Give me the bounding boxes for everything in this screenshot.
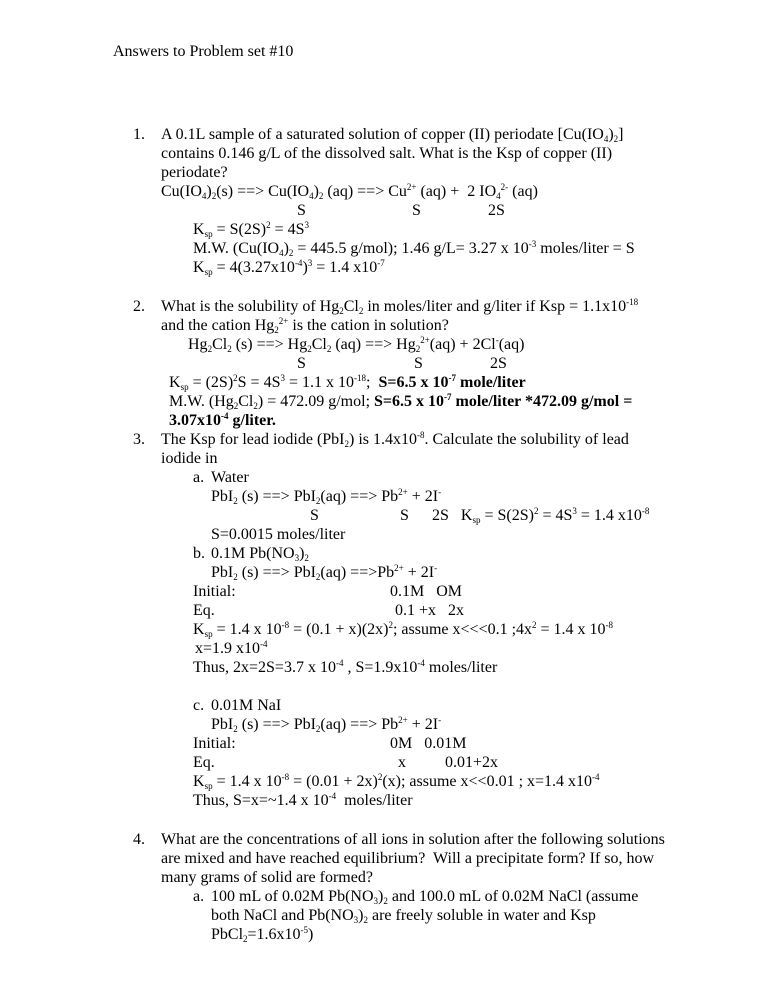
text-run: moles/liter = S: [536, 240, 635, 257]
text-run: 0.1M OM: [390, 583, 463, 600]
subscript: sp: [204, 781, 213, 791]
text-run: 0.1 +x 2x: [395, 602, 465, 619]
text-run: (s) ==> PbI: [237, 564, 316, 581]
text-run: S: [400, 507, 409, 524]
superscript: -7: [377, 258, 385, 268]
document-line: [193, 241, 635, 257]
text-run: 1.: [133, 126, 145, 143]
text-run: 0M 0.01M: [390, 735, 467, 752]
subscript: 3: [353, 915, 359, 925]
document-line: [161, 432, 629, 448]
bold-text: S=6.5 x 10: [378, 374, 449, 391]
text-run: ): [283, 240, 289, 257]
text-run: = S(2S): [480, 507, 534, 524]
document-line: [400, 508, 409, 524]
document-line: [211, 565, 437, 581]
document-line: [211, 927, 313, 943]
document-line: [193, 546, 205, 562]
document-line: [211, 908, 596, 924]
text-run: ): [206, 183, 212, 200]
text-run: ): [313, 183, 319, 200]
text-run: c.: [193, 697, 205, 714]
document-line: [297, 356, 306, 372]
text-run: = 445.5 g/mol); 1.46 g/L= 3.27 x 10: [293, 240, 529, 257]
document-line: [133, 832, 145, 848]
document-line: [195, 641, 268, 657]
text-run: = 1.4 x10: [312, 259, 378, 276]
superscript: 2: [533, 506, 539, 516]
text-run: = 1.4 x 10: [212, 621, 282, 638]
text-run: Cu(IO: [161, 183, 202, 200]
document-line: [211, 527, 345, 543]
text-run: PbI: [211, 716, 234, 733]
text-run: ) = 472.09 g/mol;: [257, 393, 375, 410]
text-run: 4.: [133, 831, 145, 848]
text-run: = 1.4 x 10: [212, 773, 282, 790]
text-run: Eq.: [193, 602, 215, 619]
subscript: 2: [315, 572, 321, 582]
document-line: [395, 603, 464, 619]
text-run: in moles/liter and g/liter if Ksp = 1.1x10: [363, 298, 627, 315]
subscript: 2: [613, 134, 619, 144]
superscript: -5: [300, 925, 309, 935]
document-line: [193, 470, 204, 486]
superscript: -4: [260, 639, 268, 649]
subscript: 2: [339, 306, 344, 316]
text-run: many grams of solid are formed?: [161, 869, 373, 886]
document-line: [169, 375, 526, 391]
text-run: (s) ==> Cu(IO: [216, 183, 310, 200]
text-run: = 1.1 x 10: [284, 374, 355, 391]
superscript: 2+: [398, 487, 408, 497]
subscript: 2: [233, 496, 238, 506]
text-run: Cl: [238, 393, 254, 410]
subscript: 2: [326, 344, 332, 354]
text-run: (aq) ==>Pb: [320, 564, 395, 581]
text-run: = 1.4 x10: [576, 507, 642, 524]
text-run: (x); assume x<<0.01 ; x=1.4 x10: [382, 773, 593, 790]
subscript: 3: [373, 896, 379, 906]
text-run: PbI: [211, 488, 234, 505]
subscript: sp: [472, 515, 481, 525]
text-run: Initial:: [193, 583, 236, 600]
text-run: ): [358, 907, 364, 924]
document-line: [390, 584, 462, 600]
subscript: 2: [243, 934, 248, 944]
text-run: x=1.9 x10: [195, 640, 261, 657]
superscript: -8: [641, 506, 650, 516]
document-line: [398, 755, 406, 771]
text-run: Cl: [212, 336, 228, 353]
superscript: 2+: [420, 335, 430, 345]
subscript: 2: [344, 439, 350, 449]
text-run: + 2I: [407, 488, 439, 505]
text-run: contains 0.146 g/L of the dissolved salt. What is the Ksp of copper (II): [161, 145, 613, 162]
text-run: (aq): [508, 183, 538, 200]
document-line: [161, 146, 612, 162]
document-line: [432, 508, 649, 524]
document-line: [161, 451, 217, 467]
bold-text: mole/liter: [455, 374, 526, 391]
text-run: , S=1.9x10: [343, 659, 418, 676]
text-run: = (2S): [188, 374, 234, 391]
document-line: [211, 717, 441, 733]
text-run: and the cation Hg: [161, 317, 275, 334]
superscript: -18: [354, 373, 367, 383]
text-run: = 4S: [270, 221, 305, 238]
subscript: 2: [233, 401, 239, 411]
text-run: 100 mL of 0.02M Pb(NO: [211, 888, 374, 905]
superscript: 2: [266, 220, 271, 230]
document-line: [161, 299, 638, 315]
text-run: (aq) ==> Pb: [320, 716, 399, 733]
superscript: 2+: [406, 182, 417, 192]
text-run: moles/liter: [424, 659, 498, 676]
text-run: 0.01M NaI: [211, 697, 282, 714]
subscript: sp: [204, 629, 213, 639]
text-run: Initial:: [193, 735, 236, 752]
subscript: 2: [315, 724, 321, 734]
text-run: S: [297, 202, 306, 219]
subscript: 2: [358, 306, 364, 316]
subscript: 4: [603, 134, 609, 144]
text-run: PbCl: [211, 926, 244, 943]
superscript: 2: [377, 772, 383, 782]
text-run: = 4(3.27x10: [212, 259, 295, 276]
text-run: ): [302, 259, 308, 276]
superscript: -8: [281, 772, 290, 782]
text-run: (s) ==> Hg: [231, 336, 308, 353]
text-run: (aq) ==> Pb: [320, 488, 399, 505]
superscript: -18: [626, 297, 639, 307]
text-run: = (0.01 + 2x): [289, 773, 378, 790]
text-run: 0.01+2x: [445, 754, 499, 771]
superscript: 2+: [398, 715, 408, 725]
text-run: ) is 1.4x10: [349, 431, 418, 448]
document-line: [412, 203, 421, 219]
text-run: K: [169, 374, 181, 391]
text-run: (s) ==> PbI: [237, 488, 316, 505]
document-line: [193, 889, 204, 905]
text-run: What are the concentrations of all ions in solution after the following solutions: [161, 831, 665, 848]
text-run: (aq) + 2 IO: [416, 183, 497, 200]
document-line: [133, 299, 145, 315]
subscript: 2: [274, 325, 279, 335]
document-line: [133, 127, 145, 143]
text-run: is the cation in solution?: [288, 317, 449, 334]
text-run: periodate?: [161, 164, 228, 181]
text-run: Hg: [188, 336, 208, 353]
text-run: PbI: [211, 564, 234, 581]
text-run: 2.: [133, 298, 145, 315]
document-line: [193, 584, 236, 600]
superscript: -4: [294, 258, 303, 268]
text-run: are freely soluble in water and Ksp: [367, 907, 596, 924]
text-run: 0.1M Pb(NO: [211, 545, 295, 562]
superscript: -7: [444, 392, 452, 402]
subscript: 2: [415, 344, 421, 354]
text-run: A 0.1L sample of a saturated solution of copper (II) periodate [Cu(IO: [161, 126, 604, 143]
text-run: = (0.1 + x)(2x): [289, 621, 389, 638]
superscript: 2+: [278, 316, 289, 326]
text-run: M.W. (Hg: [169, 393, 234, 410]
document-line: [193, 793, 413, 809]
superscript: 2-: [500, 182, 509, 192]
subscript: 2: [233, 572, 238, 582]
superscript: -4: [417, 658, 425, 668]
document-line: [488, 203, 505, 219]
superscript: -7: [448, 373, 456, 383]
document-line: [161, 165, 228, 181]
superscript: -: [495, 335, 499, 345]
subscript: 2: [383, 896, 388, 906]
text-run: Thus, S=x=~1.4 x 10: [193, 792, 329, 809]
text-run: ;: [366, 374, 379, 391]
bold-text: 3.07x10: [169, 412, 221, 429]
document-line: [193, 736, 236, 752]
text-run: = S(2S): [212, 221, 267, 238]
document-line: [211, 489, 441, 505]
text-run: K: [193, 221, 205, 238]
superscript: 3: [572, 506, 577, 516]
document-title: Answers to Problem set #10: [113, 43, 294, 60]
text-run: moles/liter: [336, 792, 413, 809]
subscript: 2: [207, 344, 213, 354]
text-run: S: [412, 202, 421, 219]
text-run: S: [414, 355, 423, 372]
bold-text: S=6.5 x 10: [374, 393, 445, 410]
text-run: (aq) ==> Hg: [331, 336, 416, 353]
superscript: -: [438, 487, 442, 497]
text-run: K: [193, 621, 205, 638]
superscript: -8: [417, 430, 425, 440]
text-run: ): [299, 545, 305, 562]
text-run: ): [308, 926, 314, 943]
document-line: [390, 736, 466, 752]
text-run: + 2I: [407, 716, 439, 733]
text-run: =1.6x10: [247, 926, 301, 943]
subscript: 2: [315, 496, 321, 506]
text-run: iodide in: [161, 450, 218, 467]
superscript: 2: [388, 620, 393, 630]
subscript: 2: [211, 191, 217, 201]
text-run: Thus, 2x=2S=3.7 x 10: [193, 659, 336, 676]
subscript: 4: [279, 248, 284, 258]
text-run: S=0.0015 moles/liter: [211, 526, 346, 543]
bold-text: g/liter.: [228, 412, 276, 429]
text-run: Cl: [343, 298, 359, 315]
subscript: 2: [304, 553, 309, 563]
text-run: 2S K: [432, 507, 473, 524]
subscript: 2: [227, 344, 232, 354]
document-line: [211, 698, 281, 714]
text-run: Water: [211, 469, 249, 486]
text-run: a.: [193, 888, 205, 905]
text-run: x: [398, 754, 406, 771]
superscript: -3: [528, 239, 537, 249]
text-run: K: [193, 773, 205, 790]
document-line: [193, 603, 215, 619]
text-run: = 1.4 x 10: [536, 621, 606, 638]
text-run: (s) ==> PbI: [237, 716, 316, 733]
subscript: 4: [496, 191, 501, 201]
document-line: [445, 755, 498, 771]
superscript: -8: [605, 620, 614, 630]
superscript: -4: [335, 658, 344, 668]
document-line: [161, 184, 538, 200]
document-line: [193, 698, 204, 714]
superscript: 3: [280, 373, 285, 383]
text-run: . Calculate the solubility of lead: [424, 431, 629, 448]
text-run: S: [297, 355, 306, 372]
subscript: 2: [233, 724, 238, 734]
superscript: -4: [592, 772, 600, 782]
superscript: -8: [281, 620, 290, 630]
document-line: [193, 774, 600, 790]
document-line: [211, 889, 638, 905]
text-run: S: [310, 507, 319, 524]
text-run: (aq): [498, 336, 525, 353]
text-run: M.W. (Cu(IO: [193, 240, 280, 257]
document-line: [490, 356, 507, 372]
document-line: [211, 546, 309, 562]
text-run: a.: [193, 469, 205, 486]
text-run: + 2I: [403, 564, 435, 581]
text-run: and 100.0 mL of 0.02M NaCl (assume: [387, 888, 639, 905]
text-run: The Ksp for lead iodide (PbI: [161, 431, 345, 448]
text-run: What is the solubility of Hg: [161, 298, 340, 315]
document-line: [414, 356, 423, 372]
subscript: 2: [363, 915, 368, 925]
subscript: 2: [307, 344, 312, 354]
superscript: 2: [532, 620, 537, 630]
superscript: -: [434, 563, 438, 573]
document-line: [193, 622, 613, 638]
subscript: 2: [288, 248, 294, 258]
document-line: [161, 127, 623, 143]
document-line: [161, 318, 449, 334]
text-run: 3.: [133, 431, 145, 448]
superscript: 2: [233, 373, 238, 383]
document-line: [161, 832, 665, 848]
subscript: sp: [204, 267, 213, 277]
document-line: [193, 260, 385, 276]
superscript: 3: [307, 258, 313, 268]
document-line: [211, 470, 249, 486]
subscript: sp: [180, 382, 189, 392]
text-run: (aq) + 2Cl: [429, 336, 496, 353]
text-run: 2S: [490, 355, 507, 372]
document-line: [310, 508, 319, 524]
bold-text: mole/liter *472.09 g/mol =: [451, 393, 633, 410]
document-line: [161, 851, 654, 867]
subscript: sp: [204, 229, 213, 239]
subscript: 4: [201, 191, 207, 201]
document-line: [169, 413, 276, 429]
text-run: ; assume x<<<0.1 ;4x: [392, 621, 533, 638]
text-run: are mixed and have reached equilibrium? Will a precipitate form? If so, how: [161, 850, 655, 867]
document-line: [193, 755, 215, 771]
text-run: 2S: [488, 202, 505, 219]
document-line: [188, 337, 524, 353]
text-run: Eq.: [193, 754, 215, 771]
document-line: [161, 870, 373, 886]
text-run: = 4S: [538, 507, 573, 524]
document-line: [169, 394, 632, 410]
text-run: Cl: [311, 336, 327, 353]
text-run: (aq) ==> Cu: [323, 183, 407, 200]
superscript: -4: [328, 791, 337, 801]
document-line: [193, 660, 497, 676]
superscript: 3: [304, 220, 309, 230]
superscript: 2+: [394, 563, 404, 573]
subscript: 4: [309, 191, 314, 201]
text-run: K: [193, 259, 205, 276]
superscript: -4: [221, 411, 229, 421]
text-run: ]: [618, 126, 624, 143]
document-line: [193, 222, 309, 238]
text-run: S = 4S: [237, 374, 281, 391]
text-run: both NaCl and Pb(NO: [211, 907, 354, 924]
subscript: 2: [318, 191, 324, 201]
text-run: ): [608, 126, 614, 143]
superscript: -: [438, 715, 442, 725]
subscript: 2: [253, 401, 258, 411]
text-run: ): [378, 888, 384, 905]
subscript: 3: [294, 553, 300, 563]
text-run: b.: [193, 545, 205, 562]
document-line: [297, 203, 306, 219]
document-line: [133, 432, 145, 448]
